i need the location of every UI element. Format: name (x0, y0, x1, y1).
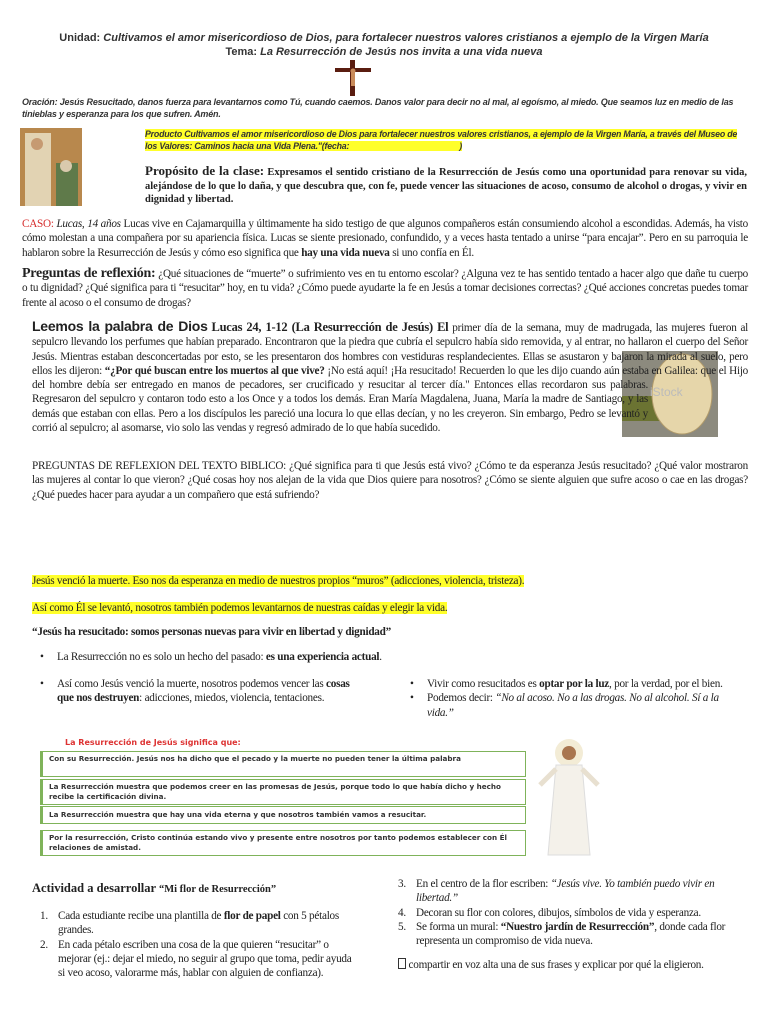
highlight-text: Así como Él se levantó, nosotros también podemos levantarnos de nuestras caídas y elegir la vida. (32, 602, 448, 614)
bullet-list-2 (32, 677, 352, 706)
activity-step: 3. En el centro de la flor escriben: “Jesús vive. Yo también puedo vivir en libertad.” (398, 878, 715, 905)
infographic-title: La Resurrección de Jesús significa que: (65, 738, 241, 747)
theme-text: La Resurrección de Jesús nos invita a una vida nueva (260, 46, 543, 58)
activity-steps-left (32, 909, 352, 980)
prayer: Oración: Jesús Resucitado, danos fuerza para levantarnos como Tú, cuando caemos. Danos valor para decir no al mal, al egoísmo, al miedo. Que seamos luz en medio de las tinieblas y esperanza para los que sufren. Amén. (22, 97, 734, 119)
infographic-item: La Resurrección muestra que hay una vida eterna y que nosotros también vamos a resucitar. (40, 806, 526, 824)
highlight-1 (32, 574, 524, 588)
activity-step: 2. En cada pétalo escriben una cosa de la que quieren “resucitar” o mejorar (ej.: dejar el miedo, no seguir al grupo que toma, pedir ayuda si veo acoso, valorarme más, hablar con alguien de confianza). (40, 938, 352, 980)
infographic-item: La Resurrección muestra que podemos creer en las promesas de Jesús, porque todo lo que había dicho y hecho recibe la certificación divina. (40, 779, 526, 805)
case-text-end: si uno confía en Él. (392, 246, 474, 259)
reading-text-2: ¡No está aquí! ¡Ha resucitado! Recuerden lo que les dijo cuando aún estaba en Galilea: que el Hijo del hombre debía ser entregado en manos de pecadores, ser crucificado y resucitar al tercer día." Entonces ellas recordaron sus palabras. Regresaron del sepulcro y contaron todo esto a los Once y a todos los demás. Eran María Magdalena, Juana, María la madre de Santiago, y las demás que estaban con ellas. Pero a los discípulos les pareció una locura lo que ellas decían, y no les creyeron. Sin embargo, Pedro se levantó y corrió al sepulcro; al asomarse, vio solo las vendas y regresó admirado de lo que había sucedido. (32, 364, 749, 435)
bible-questions: PREGUNTAS DE REFLEXION DEL TEXTO BIBLICO: ¿Qué significa para ti que Jesús está vivo? ¿Cómo te da esperanza Jesús resucitado? ¿Qué valor mostraron las mujeres al contar lo que vieron? ¿Qué cosas hoy nos alejan de la vida que Dios quiere para nosotros? ¿Cómo se siente alguien que sufre acoso o cae en las drogas? ¿Qué puedes hacer para ayudar a un compañero que está sufriendo? (32, 460, 748, 501)
reading-bold: “¿Por qué buscan entre los muertos al que vive? (104, 364, 325, 377)
reading-label: Leemos la palabra de Dios (32, 318, 208, 334)
bullet-list-3 (402, 677, 732, 720)
activity-step: 1. Cada estudiante recibe una plantilla de flor de papel con 5 pétalos grandes. (40, 910, 339, 937)
unit-line (0, 31, 768, 45)
highlight-2 (32, 601, 447, 615)
case-label: CASO (22, 218, 51, 230)
risen-jesus-mary-image (20, 128, 82, 206)
product-text: Producto Cultivamos el amor misericordioso de Dios para fortalecer nuestros valores cristianos, a ejemplo de la Virgen María, a través del Museo de los Valores: Caminos hacia una Vida Plena."(fecha: (145, 129, 738, 151)
unit-label: Unidad: (59, 32, 101, 44)
case-paragraph: CASO: Lucas, 14 años Lucas vive en Cajamarquilla y últimamente ha sido testigo de que algunos compañeros están consumiendo alcohol a escondidas. Además, ha visto cómo molestan a una compañera por su apariencia física. Lucas se siente presionado, confundido, y a veces hasta tentado a unirse “para encajar”. Pero en su parroquia le hablaron sobre la Resurrección de Jesús y cómo eso significa que hay una vida nueva si uno confía en Él. (22, 218, 749, 259)
highlight-text: Jesús venció la muerte. Eso nos da esperanza en medio de nuestros propios “muros” (adicciones, violencia, tristeza). (32, 575, 525, 587)
theme-label: Tema: (225, 46, 258, 58)
reflection-paragraph (22, 267, 748, 310)
reading-text: primer día de la semana, muy de madrugada, las mujeres fueron al sepulcro llevando los perfumes que habían preparado. Encontraron que la piedra que cubría el sepulcro había sido removida, y al entrar, no hallaron el cuerpo del Señor Jesús. Mientras estaban desconcertadas por esto, se les presentaron dos hombres con vestiduras resplandecientes. Ellas se asustaron y bajaron la mirada al suelo, pero ellos les dijeron: (32, 322, 749, 377)
bullet-item: • La Resurrección no es solo un hecho del pasado: es una experiencia actual. (32, 650, 732, 664)
purpose (145, 164, 747, 207)
share-text: compartir en voz alta una de sus frases y explicar por qué la eligieron. (408, 959, 704, 971)
quote: “Jesús ha resucitado: somos personas nuevas para vivir en libertad y dignidad” (32, 626, 391, 638)
bullet-list-1 (32, 650, 732, 664)
stock-watermark: iStock (650, 385, 683, 399)
reading-reference: Lucas 24, 1-12 (La Resurrección de Jesús) El (211, 320, 449, 334)
case-bold: hay una vida nueva (301, 246, 390, 259)
unit-text: Cultivamos el amor misericordioso de Dios, para fortalecer nuestros valores cristianos a ejemplo de la Virgen María (103, 32, 709, 44)
purpose-text: Expresamos el sentido cristiano de la Resurrección de Jesús como una oportunidad para renovar su vida, alejándose de lo que lo daña, y que descubra que, con fe, puede vencer las situaciones de acoso, consumo de alcohol o drogas, y vivir en dignidad y libertad. (145, 167, 748, 205)
product-date-blank: ) (349, 141, 462, 151)
bullet-item: • Vivir como resucitados es optar por la luz, por la verdad, por el bien. (402, 677, 732, 691)
product-note (145, 129, 745, 152)
reflection-label: Preguntas de reflexión: (22, 266, 156, 281)
bullet-item: • Así como Jesús venció la muerte, nosotros podemos vencer las cosas que nos destruyen: adicciones, miedos, violencia, tentaciones. (32, 677, 352, 706)
bullet-item: • Podemos decir: “No al acoso. No a las drogas. No al alcohol. Sí a la vida.” (402, 691, 732, 720)
infographic (40, 738, 540, 860)
header (0, 31, 768, 59)
crucifix-image (333, 60, 373, 96)
case-text: Lucas vive en Cajamarquilla y últimamente ha sido testigo de que algunos compañeros están consumiendo alcohol a escondidas. Además, ha visto cómo molestan a una compañera por su apariencia física. Lucas se siente presionado, confundido, y a veces hasta tentado a unirse “para encajar”. Pero en su parroquia le hablaron sobre la Resurrección de Jesús y cómo eso significa que (22, 218, 749, 259)
activity-title: “Mi flor de Resurrección” (158, 884, 277, 895)
infographic-item: Con su Resurrección. Jesús nos ha dicho que el pecado y la muerte no pueden tener la última palabra (40, 751, 526, 777)
infographic-item: Por la resurrección, Cristo continúa estando vivo y presente entre nosotros por tanto podemos establecer con Él relaciones de amistad. (40, 830, 526, 856)
risen-jesus-image (538, 733, 600, 857)
activity-label: Actividad a desarrollar (32, 881, 156, 895)
case-name: Lucas, 14 años (56, 218, 121, 230)
activity-heading (32, 881, 276, 896)
activity-step: 4. Decoran su flor con colores, dibujos, símbolos de vida y esperanza. (398, 906, 701, 919)
checkbox-glyph-icon (398, 958, 406, 969)
reflection-text: ¿Qué situaciones de “muerte” o sufrimiento ves en tu entorno escolar? ¿Alguna vez te has sentido tentado a hacer algo que dañe tu cuerpo o tu dignidad? ¿Qué significa para ti “resucitar” hoy, en tu vida? ¿Cómo puede ayudarte la fe en Jesús a tomar decisiones correctas? ¿Qué acciones concretas puedes tomar frente al acoso o el consumo de drogas? (22, 268, 749, 309)
activity-steps-right (390, 877, 740, 948)
share-instruction (398, 958, 704, 972)
purpose-label: Propósito de la clase: (145, 163, 265, 178)
reading-paragraph (32, 319, 748, 448)
activity-step: 5. Se forma un mural: “Nuestro jardín de Resurrección”, donde cada flor representa un compromiso de vida nueva. (398, 920, 726, 948)
theme-line (0, 45, 768, 59)
